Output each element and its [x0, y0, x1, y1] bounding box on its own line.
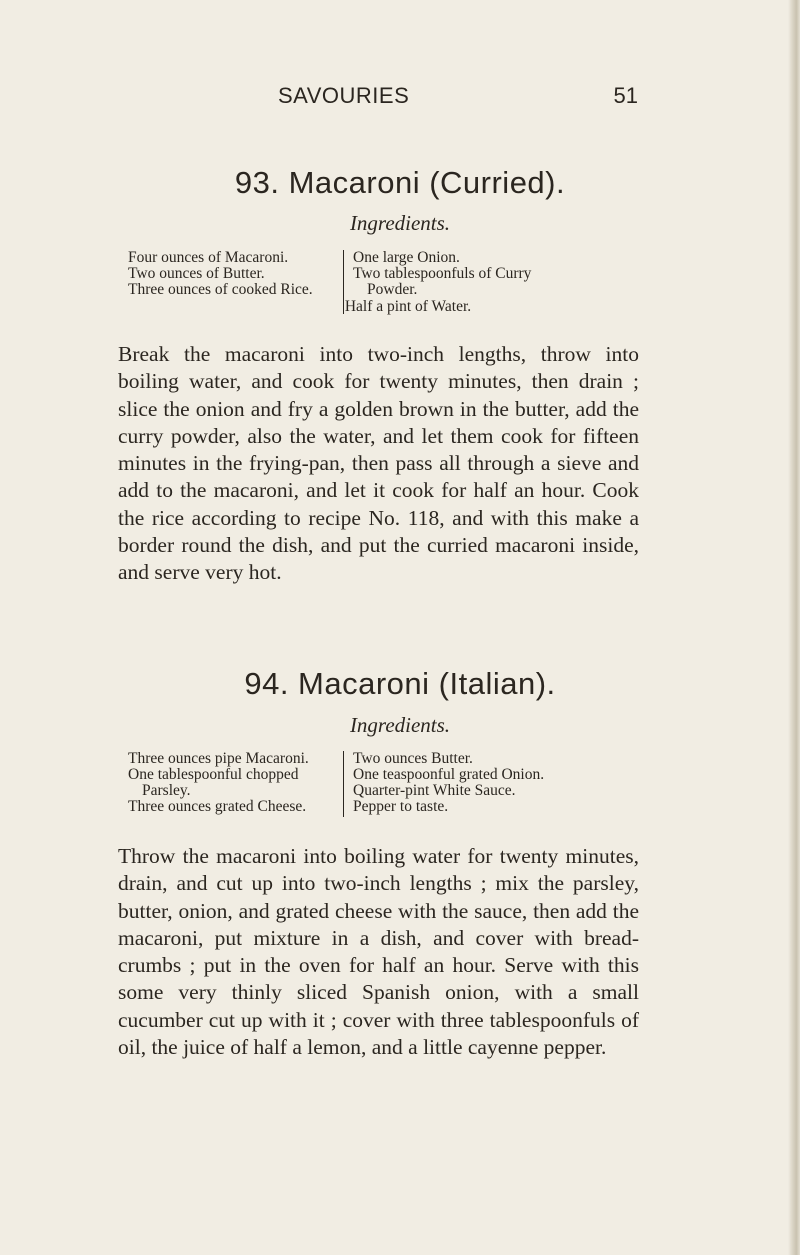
page-number: 51 — [613, 83, 638, 108]
ingredient-item: One tablespoonful chopped — [128, 766, 299, 783]
ingredients-heading: Ingredients. — [349, 211, 451, 235]
ingredient-item: Three ounces pipe Macaroni. — [128, 750, 309, 767]
recipe-method: Throw the macaroni into boiling water for twenty minutes, drain, and cut up into two-inch lengths ; mix the parsley, butter, onion, and grated cheese with the sauce, then add the macaroni, put mixture in a dish, and cover with bread-crumbs ; put in the oven for half an hour. Serve with this some very thinly sliced Spanish onion, with a small cucumber cut up with it ; cover with three tablespoonfuls of oil, the juice of half a lemon, and a little cayenne pepper. — [118, 844, 639, 1060]
column-divider — [343, 751, 344, 817]
ingredient-item: Pepper to taste. — [353, 798, 449, 815]
ingredients-left-column — [128, 751, 309, 815]
recipe-title: 93. Macaroni (Curried). — [234, 165, 566, 200]
running-head-title: SAVOURIES — [278, 83, 410, 108]
ingredient-item: Three ounces grated Cheese. — [128, 798, 307, 815]
ingredient-item: One large Onion. — [353, 249, 460, 266]
ingredients-left-column — [128, 250, 313, 298]
ingredient-item-continued: Parsley. — [142, 782, 191, 799]
ingredient-item: Two tablespoonfuls of Curry — [353, 265, 532, 282]
ingredients-heading: Ingredients. — [349, 713, 451, 737]
ingredients-list — [128, 751, 688, 821]
ingredient-item: Four ounces of Macaroni. — [128, 249, 289, 266]
recipe-method: Break the macaroni into two-inch lengths, throw into boiling water, and cook for twenty minutes, then drain ; slice the onion and fry a golden brown in the butter, add the curry powder, also the water, and let them cook for fifteen minutes in the frying-pan, then pass all through a sieve and add to the macaroni, and let it cook for half an hour. Cook the rice according to recipe No. 118, and with this make a border round the dish, and put the curried macaroni inside, and serve very hot. — [118, 342, 639, 585]
ingredient-item: Two ounces Butter. — [353, 750, 473, 767]
running-head — [118, 83, 638, 113]
recipe-title: 94. Macaroni (Italian). — [244, 666, 556, 701]
ingredient-item: Two ounces of Butter. — [128, 265, 265, 282]
ingredient-item: Quarter-pint White Sauce. — [353, 782, 516, 799]
ingredient-item-continued: Powder. — [367, 281, 418, 298]
ingredient-item: Three ounces of cooked Rice. — [128, 281, 313, 298]
ingredient-item-centered: Half a pint of Water. — [344, 298, 472, 315]
ingredients-list — [128, 250, 688, 330]
ingredient-item: One teaspoonful grated Onion. — [353, 766, 545, 783]
ingredients-right-column — [353, 751, 544, 815]
ingredients-right-column — [353, 250, 531, 298]
